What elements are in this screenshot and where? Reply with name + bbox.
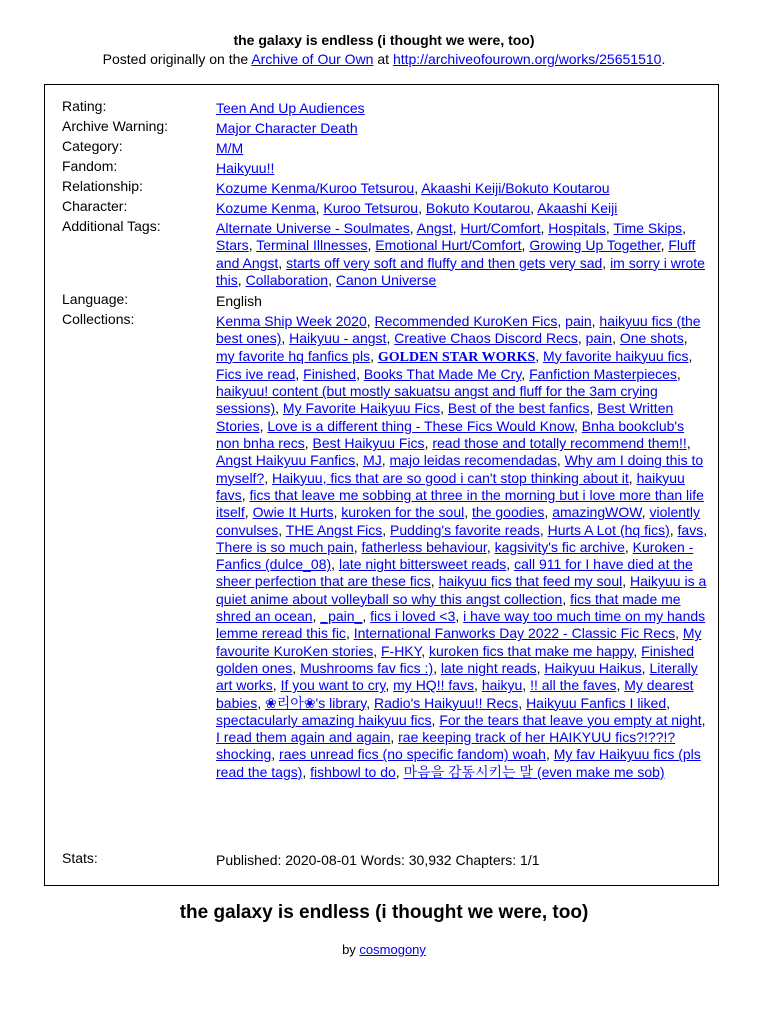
- list-separator: ,: [577, 330, 586, 347]
- list-separator: ,: [641, 659, 650, 676]
- list-separator: ,: [536, 659, 545, 676]
- list-separator: ,: [302, 763, 311, 780]
- collections-link[interactable]: Best Haikyuu Fics: [312, 435, 425, 452]
- additional-tags-link[interactable]: Growing Up Together: [529, 237, 661, 254]
- list-separator: ,: [244, 504, 253, 521]
- collections-link[interactable]: Kuroken - Fanfics (dulce_08): [216, 538, 694, 573]
- fandom-link[interactable]: Haikyuu!!: [216, 160, 275, 176]
- collections-link[interactable]: pain: [585, 330, 613, 347]
- posted-line: [0, 51, 768, 67]
- collections-link[interactable]: Why am I doing this to myself?: [216, 452, 704, 486]
- list-separator: ,: [367, 237, 376, 254]
- list-separator: ,: [539, 521, 548, 538]
- list-separator: ,: [295, 365, 304, 382]
- language-value: [216, 293, 708, 310]
- collections-link[interactable]: haikyuu fics (the best ones): [216, 313, 701, 347]
- additional-tags-link[interactable]: Hospitals: [548, 220, 606, 236]
- collections-link[interactable]: favs: [677, 521, 704, 538]
- list-separator: ,: [676, 365, 681, 382]
- list-separator: ,: [521, 365, 530, 382]
- rating-value: [216, 100, 708, 117]
- list-separator: ,: [312, 608, 321, 625]
- category-label: Category:: [62, 138, 123, 154]
- metadata-box: [44, 84, 719, 886]
- additional-tags-link[interactable]: Angst: [416, 220, 453, 236]
- list-separator: ,: [686, 435, 691, 452]
- list-separator: ,: [395, 763, 404, 780]
- list-separator: ,: [264, 469, 273, 486]
- list-separator: ,: [315, 200, 324, 216]
- additional-tags-link[interactable]: im sorry i wrote this: [216, 254, 705, 288]
- collections-link[interactable]: fatherless behaviour: [361, 538, 487, 555]
- category-value: [216, 140, 708, 157]
- list-separator: ,: [474, 677, 482, 694]
- collections-link[interactable]: GOLDEN STAR WORKS: [377, 349, 536, 365]
- collections-link[interactable]: Fanfiction Masterpieces: [529, 365, 677, 382]
- list-separator: ,: [382, 521, 391, 538]
- list-separator: ,: [530, 200, 538, 216]
- list-separator: ,: [366, 694, 374, 711]
- character-value: [216, 200, 708, 217]
- additional-tags-link[interactable]: Canon Universe: [335, 271, 437, 288]
- list-separator: ,: [431, 711, 440, 728]
- list-separator: ,: [612, 330, 620, 347]
- collections-link[interactable]: haikyuu favs: [216, 469, 685, 503]
- collections-link[interactable]: I read them again and again: [216, 729, 391, 746]
- warning-label: Archive Warning:: [62, 118, 169, 134]
- list-separator: ,: [292, 659, 301, 676]
- collections-link[interactable]: International Fanworks Day 2022 - Classic Fic Recs: [353, 625, 676, 642]
- list-separator: ,: [390, 729, 399, 746]
- list-separator: ,: [675, 625, 683, 642]
- stats-text: Published: 2020-08-01 Words: 30,932 Chapters: 1/1: [216, 852, 540, 868]
- collections-link[interactable]: kuroken fics that make me happy: [428, 642, 634, 659]
- list-separator: ,: [328, 271, 336, 288]
- collections-link[interactable]: Recommended KuroKen Fics: [374, 313, 558, 329]
- list-separator: ,: [573, 417, 582, 434]
- list-separator: ,: [683, 330, 688, 347]
- list-separator: ,: [605, 220, 614, 236]
- list-separator: ,: [366, 313, 375, 329]
- list-separator: ,: [248, 237, 257, 254]
- list-separator: ,: [333, 504, 342, 521]
- collections-link[interactable]: Haikyuu - angst: [289, 330, 387, 347]
- list-separator: ,: [452, 220, 461, 236]
- collections-link[interactable]: majo leidas recomendadas: [389, 452, 557, 469]
- warning-link[interactable]: Major Character Death: [216, 120, 358, 136]
- posted-period: .: [661, 51, 666, 67]
- collections-link[interactable]: violently convulses: [216, 504, 701, 538]
- archive-link[interactable]: Archive of Our Own: [251, 51, 374, 67]
- character-link[interactable]: Kuroo Tetsurou: [323, 200, 419, 216]
- language-label: Language:: [62, 291, 129, 307]
- fandom-label: Fandom:: [62, 158, 118, 174]
- collections-link[interactable]: !! all the faves: [530, 677, 617, 694]
- collections-link[interactable]: Owie It Hurts: [252, 504, 334, 521]
- character-link[interactable]: Kozume Kenma: [216, 200, 316, 216]
- stats-value: [216, 852, 708, 869]
- rating-label: Rating:: [62, 98, 107, 114]
- collections-link[interactable]: fics that made me shred an ocean: [216, 590, 681, 625]
- relationship-link[interactable]: Akaashi Keiji/Bokuto Koutarou: [421, 180, 610, 196]
- additional-tags-link[interactable]: Stars: [216, 237, 249, 254]
- list-separator: ,: [557, 313, 566, 329]
- collections-link[interactable]: Fics ive read: [216, 365, 296, 382]
- collections-link[interactable]: fics that leave me sobbing at three in the morning but i love more than life itself: [216, 486, 704, 521]
- collections-value: [216, 313, 708, 781]
- collections-link[interactable]: my HQ!! favs: [393, 677, 475, 694]
- additional-tags-link[interactable]: starts off very soft and fluffy and then gets very sad: [286, 254, 603, 271]
- list-separator: ,: [589, 400, 598, 417]
- collections-link[interactable]: If you want to cry: [280, 677, 386, 694]
- collections-link[interactable]: THE Angst Fics: [285, 521, 383, 538]
- additional-tags-value: [216, 220, 708, 289]
- list-separator: ,: [602, 254, 611, 271]
- collections-link[interactable]: fics i loved <3: [370, 608, 456, 625]
- byline: [0, 942, 768, 957]
- list-separator: ,: [345, 625, 354, 642]
- list-separator: ,: [518, 694, 527, 711]
- list-separator: ,: [628, 469, 637, 486]
- list-separator: ,: [701, 711, 706, 728]
- language-text: English: [216, 293, 262, 309]
- collections-link[interactable]: MJ: [363, 452, 382, 469]
- collections-link[interactable]: haikyuu fics that feed my soul: [438, 573, 623, 590]
- collections-link[interactable]: There is so much pain: [216, 538, 354, 555]
- additional-tags-link[interactable]: Emotional Hurt/Comfort: [375, 237, 522, 254]
- list-separator: ,: [464, 504, 473, 521]
- list-separator: ,: [666, 694, 671, 711]
- collections-link[interactable]: Radio's Haikyuu!! Recs: [373, 694, 519, 711]
- list-separator: ,: [424, 435, 433, 452]
- collections-link[interactable]: amazingWOW: [552, 504, 642, 521]
- collections-link[interactable]: rae keeping track of her HAIKYUU fics?!??!? shocking: [216, 729, 676, 763]
- list-separator: ,: [641, 504, 650, 521]
- collections-link[interactable]: Haikyuu is a quiet anime about volleyball so why this angst collection: [216, 573, 707, 607]
- list-separator: ,: [440, 400, 448, 417]
- collections-link[interactable]: Angst Haikyuu Fanfics: [216, 452, 356, 469]
- list-separator: ,: [386, 330, 395, 347]
- collections-link[interactable]: Haikyuu Haikus: [544, 659, 642, 676]
- posted-prefix: Posted originally on the: [102, 51, 252, 67]
- additional-tags-link[interactable]: Hurt/Comfort: [460, 220, 541, 236]
- list-separator: ,: [414, 180, 422, 196]
- character-link[interactable]: Bokuto Koutarou: [425, 200, 531, 216]
- collections-link[interactable]: the goodies: [472, 504, 545, 521]
- collections-link[interactable]: For the tears that leave you empty at night: [439, 711, 702, 728]
- additional-tags-link[interactable]: Fluff and Angst: [216, 237, 696, 271]
- posted-at: at: [373, 51, 393, 67]
- list-separator: ,: [257, 694, 266, 711]
- collections-link[interactable]: raes unread fics (no specific fandom) woah: [279, 746, 546, 763]
- collections-link[interactable]: Best Written Stories: [216, 400, 674, 434]
- collections-link[interactable]: call 911 for I have died at the sheer perfection that are these fics: [216, 556, 693, 590]
- collections-link[interactable]: _pain_: [320, 608, 363, 625]
- collections-link[interactable]: read those and totally recommend them!!: [432, 435, 687, 452]
- list-separator: ,: [521, 237, 530, 254]
- stats-label: Stats:: [62, 850, 98, 866]
- category-link[interactable]: M/M: [216, 140, 244, 156]
- collections-link[interactable]: haikyu: [481, 677, 523, 694]
- list-separator: ,: [669, 521, 678, 538]
- list-separator: ,: [682, 220, 687, 236]
- collections-link[interactable]: 마음을 감동시키는 말 (even make me sob): [403, 763, 665, 780]
- list-separator: ,: [522, 677, 531, 694]
- warning-value: [216, 120, 708, 137]
- fandom-value: [216, 160, 708, 177]
- collections-link[interactable]: late night reads: [440, 659, 537, 676]
- collections-link[interactable]: kuroken for the soul: [341, 504, 465, 521]
- collections-link[interactable]: Bnha bookclub's non bnha recs: [216, 417, 685, 452]
- collections-link[interactable]: My fav Haikyuu fics (pls read the tags): [216, 746, 701, 780]
- additional-tags-link[interactable]: Terminal Illnesses: [256, 237, 368, 254]
- list-separator: ,: [237, 271, 246, 288]
- collections-link[interactable]: Haikyuu Fanfics I liked: [526, 694, 667, 711]
- list-separator: ,: [281, 330, 290, 347]
- character-link[interactable]: Akaashi Keiji: [537, 200, 618, 216]
- list-separator: ,: [304, 435, 313, 452]
- collections-link[interactable]: Creative Chaos Discord Recs: [394, 330, 578, 347]
- character-label: Character:: [62, 198, 128, 214]
- list-separator: ,: [355, 452, 364, 469]
- collections-link[interactable]: Pudding's favorite reads: [390, 521, 540, 538]
- collections-link[interactable]: My dearest babies: [216, 677, 694, 711]
- list-separator: ,: [624, 538, 633, 555]
- collections-link[interactable]: Books That Made Me Cry: [363, 365, 522, 382]
- additional-tags-link[interactable]: Time Skips: [613, 220, 683, 236]
- collections-link[interactable]: Mushrooms fav fics :): [300, 659, 434, 676]
- collections-link[interactable]: Finished: [303, 365, 357, 382]
- collections-link[interactable]: ❀리아❀'s library: [265, 694, 367, 711]
- header-title: the galaxy is endless (i thought we were, too): [233, 32, 535, 48]
- list-separator: ,: [418, 200, 426, 216]
- author-link[interactable]: cosmogony: [359, 942, 426, 957]
- list-separator: ,: [660, 237, 669, 254]
- list-separator: ,: [353, 538, 362, 555]
- collections-link[interactable]: fishbowl to do: [310, 763, 396, 780]
- list-separator: ,: [278, 254, 287, 271]
- collections-link[interactable]: spectacularly amazing haikyuu fics: [216, 711, 432, 728]
- list-separator: ,: [540, 220, 549, 236]
- list-separator: ,: [421, 642, 429, 659]
- collections-link[interactable]: haikyuu! content (but mostly sakuatsu angst and fluff for the 3am crying sessions): [216, 383, 658, 417]
- relationship-value: [216, 180, 708, 197]
- collections-link[interactable]: My Favorite Haikyuu Fics: [282, 400, 441, 417]
- collections-link[interactable]: Finished golden ones: [216, 642, 695, 676]
- collections-link[interactable]: pain: [565, 313, 592, 329]
- list-separator: ,: [455, 608, 464, 625]
- additional-tags-link[interactable]: Alternate Universe - Soulmates: [216, 220, 410, 236]
- collections-link[interactable]: Best of the best fanfics: [447, 400, 590, 417]
- list-separator: ,: [703, 521, 708, 538]
- list-separator: ,: [688, 347, 693, 364]
- byline-prefix: by: [342, 942, 360, 957]
- list-separator: ,: [616, 677, 625, 694]
- collections-link[interactable]: Love is a different thing - These Fics Would Know: [267, 417, 574, 434]
- relationship-label: Relationship:: [62, 178, 143, 194]
- list-separator: ,: [381, 452, 390, 469]
- list-separator: ,: [433, 659, 441, 676]
- collections-link[interactable]: My favorite haikyuu fics: [543, 347, 689, 364]
- list-separator: ,: [362, 608, 371, 625]
- list-separator: ,: [278, 521, 286, 538]
- collections-label: Collections:: [62, 311, 135, 327]
- list-separator: ,: [373, 642, 381, 659]
- additional-tags-link[interactable]: Collaboration: [245, 271, 329, 288]
- list-separator: ,: [556, 452, 565, 469]
- list-separator: ,: [622, 573, 631, 590]
- list-separator: ,: [430, 573, 439, 590]
- list-separator: ,: [409, 220, 417, 236]
- list-separator: ,: [275, 400, 283, 417]
- collections-link[interactable]: Hurts A Lot (hq fics): [547, 521, 670, 538]
- collections-link[interactable]: kagsivity's fic archive: [494, 538, 625, 555]
- rating-link[interactable]: Teen And Up Audiences: [216, 100, 365, 116]
- list-separator: ,: [331, 556, 339, 573]
- list-separator: ,: [535, 347, 544, 364]
- list-separator: ,: [272, 677, 281, 694]
- collections-link[interactable]: Literally art works: [216, 659, 698, 694]
- list-separator: ,: [486, 538, 495, 555]
- collections-link[interactable]: Haikyuu, fics that are so good i can't stop thinking about it: [272, 469, 629, 486]
- list-separator: ,: [271, 746, 280, 763]
- list-separator: ,: [591, 313, 600, 329]
- list-separator: ,: [259, 417, 268, 434]
- collections-link[interactable]: i have way too much time on my hands lemme reread this fic: [216, 608, 706, 642]
- list-separator: ,: [370, 347, 378, 364]
- list-separator: ,: [506, 556, 515, 573]
- list-separator: ,: [562, 590, 571, 607]
- collections-link[interactable]: my favorite hq fanfics pls: [216, 347, 371, 364]
- collections-link[interactable]: One shots: [619, 330, 684, 347]
- collections-link[interactable]: late night bittersweet reads: [338, 556, 507, 573]
- relationship-link[interactable]: Kozume Kenma/Kuroo Tetsurou: [216, 180, 415, 196]
- additional-tags-label: Additional Tags:: [62, 218, 161, 234]
- work-title: the galaxy is endless (i thought we were, too): [179, 902, 589, 923]
- collections-link[interactable]: Kenma Ship Week 2020: [216, 313, 367, 329]
- list-separator: ,: [545, 746, 554, 763]
- list-separator: ,: [633, 642, 642, 659]
- list-separator: ,: [544, 504, 553, 521]
- list-separator: ,: [356, 365, 364, 382]
- list-separator: ,: [385, 677, 394, 694]
- collections-link[interactable]: My favourite KuroKen stories: [216, 625, 702, 659]
- work-url-link[interactable]: http://archiveofourown.org/works/25651510: [392, 51, 662, 67]
- collections-link[interactable]: F-HKY: [380, 642, 422, 659]
- list-separator: ,: [241, 486, 250, 503]
